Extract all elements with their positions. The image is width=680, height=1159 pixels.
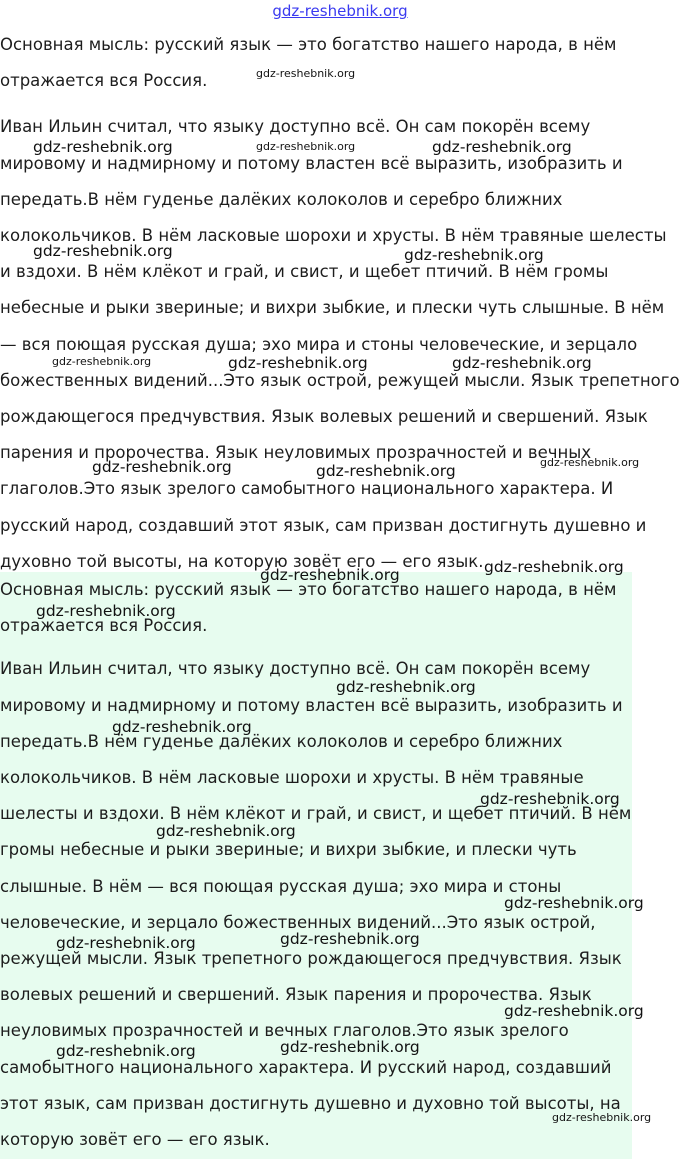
watermark: gdz-reshebnik.org: [256, 67, 356, 80]
ilyin-paragraph: Иван Ильин считал, что языку доступно всё. Он сам покорён всему мировому и надмирному и потому властен всё выразить, изобразить и передать.В нём гуденье далёких колоколов и серебро ближних колокольчиков. В нём ласковые шорохи и хрусты. В нём травяные шелесты и вздохи. В нём клёкот и грай, и свист, и щебет птичий. В нём громы небесные и рыки звериные; и вихри зыбкие, и плески чуть слышные. В нём — вся поющая русская душа; эхо мира и стоны человеческие, и зерцало божественных видений...Это язык острой, режущей мысли. Язык трепетного рождающегося предчувствия. Язык волевых решений и свершений. Язык парения и пророчества. Язык неуловимых прозрачностей и вечных глаголов.Это язык зрелого самобытного национального характера. И русский народ, создавший этот язык, сам призван достигнуть душевно и духовно той высоты, на которую зовёт его — его язык.: [0, 659, 632, 1150]
watermark: gdz-reshebnik.org: [260, 566, 400, 584]
answer-text-block-1: [0, 27, 680, 580]
watermark: gdz-reshebnik.org: [480, 790, 620, 808]
watermark: gdz-reshebnik.org: [552, 1111, 652, 1124]
site-link[interactable]: gdz-reshebnik.org: [272, 2, 408, 20]
watermark: gdz-reshebnik.org: [112, 718, 252, 736]
main-idea-paragraph: Основная мысль: русский язык — это богатство нашего народа, в нём отражается вся Россия.: [0, 580, 617, 636]
watermark: gdz-reshebnik.org: [432, 138, 572, 156]
watermark: gdz-reshebnik.org: [92, 458, 232, 476]
watermark: gdz-reshebnik.org: [504, 894, 644, 912]
watermark: gdz-reshebnik.org: [33, 242, 173, 260]
watermark: gdz-reshebnik.org: [280, 930, 420, 948]
watermark: gdz-reshebnik.org: [52, 355, 152, 368]
watermark: gdz-reshebnik.org: [33, 138, 173, 156]
watermark: gdz-reshebnik.org: [504, 1002, 644, 1020]
watermark: gdz-reshebnik.org: [56, 1042, 196, 1060]
ilyin-paragraph: Иван Ильин считал, что языку доступно всё. Он сам покорён всему мировому и надмирному и потому властен всё выразить, изобразить и передать.В нём гуденье далёких колоколов и серебро ближних колокольчиков. В нём ласковые шорохи и хрусты. В нём травяные шелесты и вздохи. В нём клёкот и грай, и свист, и щебет птичий. В нём громы небесные и рыки звериные; и вихри зыбкие, и плески чуть слышные. В нём — вся поющая русская душа; эхо мира и стоны человеческие, и зерцало божественных видений...Это язык острой, режущей мысли. Язык трепетного рождающегося предчувствия. Язык волевых решений и свершений. Язык парения и пророчества. Язык неуловимых прозрачностей и вечных глаголов.Это язык зрелого самобытного национального характера. И русский народ, создавший этот язык, сам призван достигнуть душевно и духовно той высоты, на которую зовёт его — его язык.: [0, 117, 680, 571]
watermark: gdz-reshebnik.org: [404, 246, 544, 264]
answer-text-block-2: [0, 572, 632, 1159]
watermark: gdz-reshebnik.org: [336, 678, 476, 696]
watermark: gdz-reshebnik.org: [540, 456, 640, 469]
watermark: gdz-reshebnik.org: [56, 934, 196, 952]
watermark: gdz-reshebnik.org: [316, 462, 456, 480]
watermark: gdz-reshebnik.org: [280, 1038, 420, 1056]
watermark: gdz-reshebnik.org: [484, 558, 624, 576]
watermark: gdz-reshebnik.org: [256, 140, 356, 153]
watermark: gdz-reshebnik.org: [156, 822, 296, 840]
watermark: gdz-reshebnik.org: [36, 602, 176, 620]
main-idea-paragraph: Основная мысль: русский язык — это богатство нашего народа, в нём отражается вся Россия.: [0, 35, 617, 91]
watermark: gdz-reshebnik.org: [228, 354, 368, 372]
watermark: gdz-reshebnik.org: [452, 354, 592, 372]
